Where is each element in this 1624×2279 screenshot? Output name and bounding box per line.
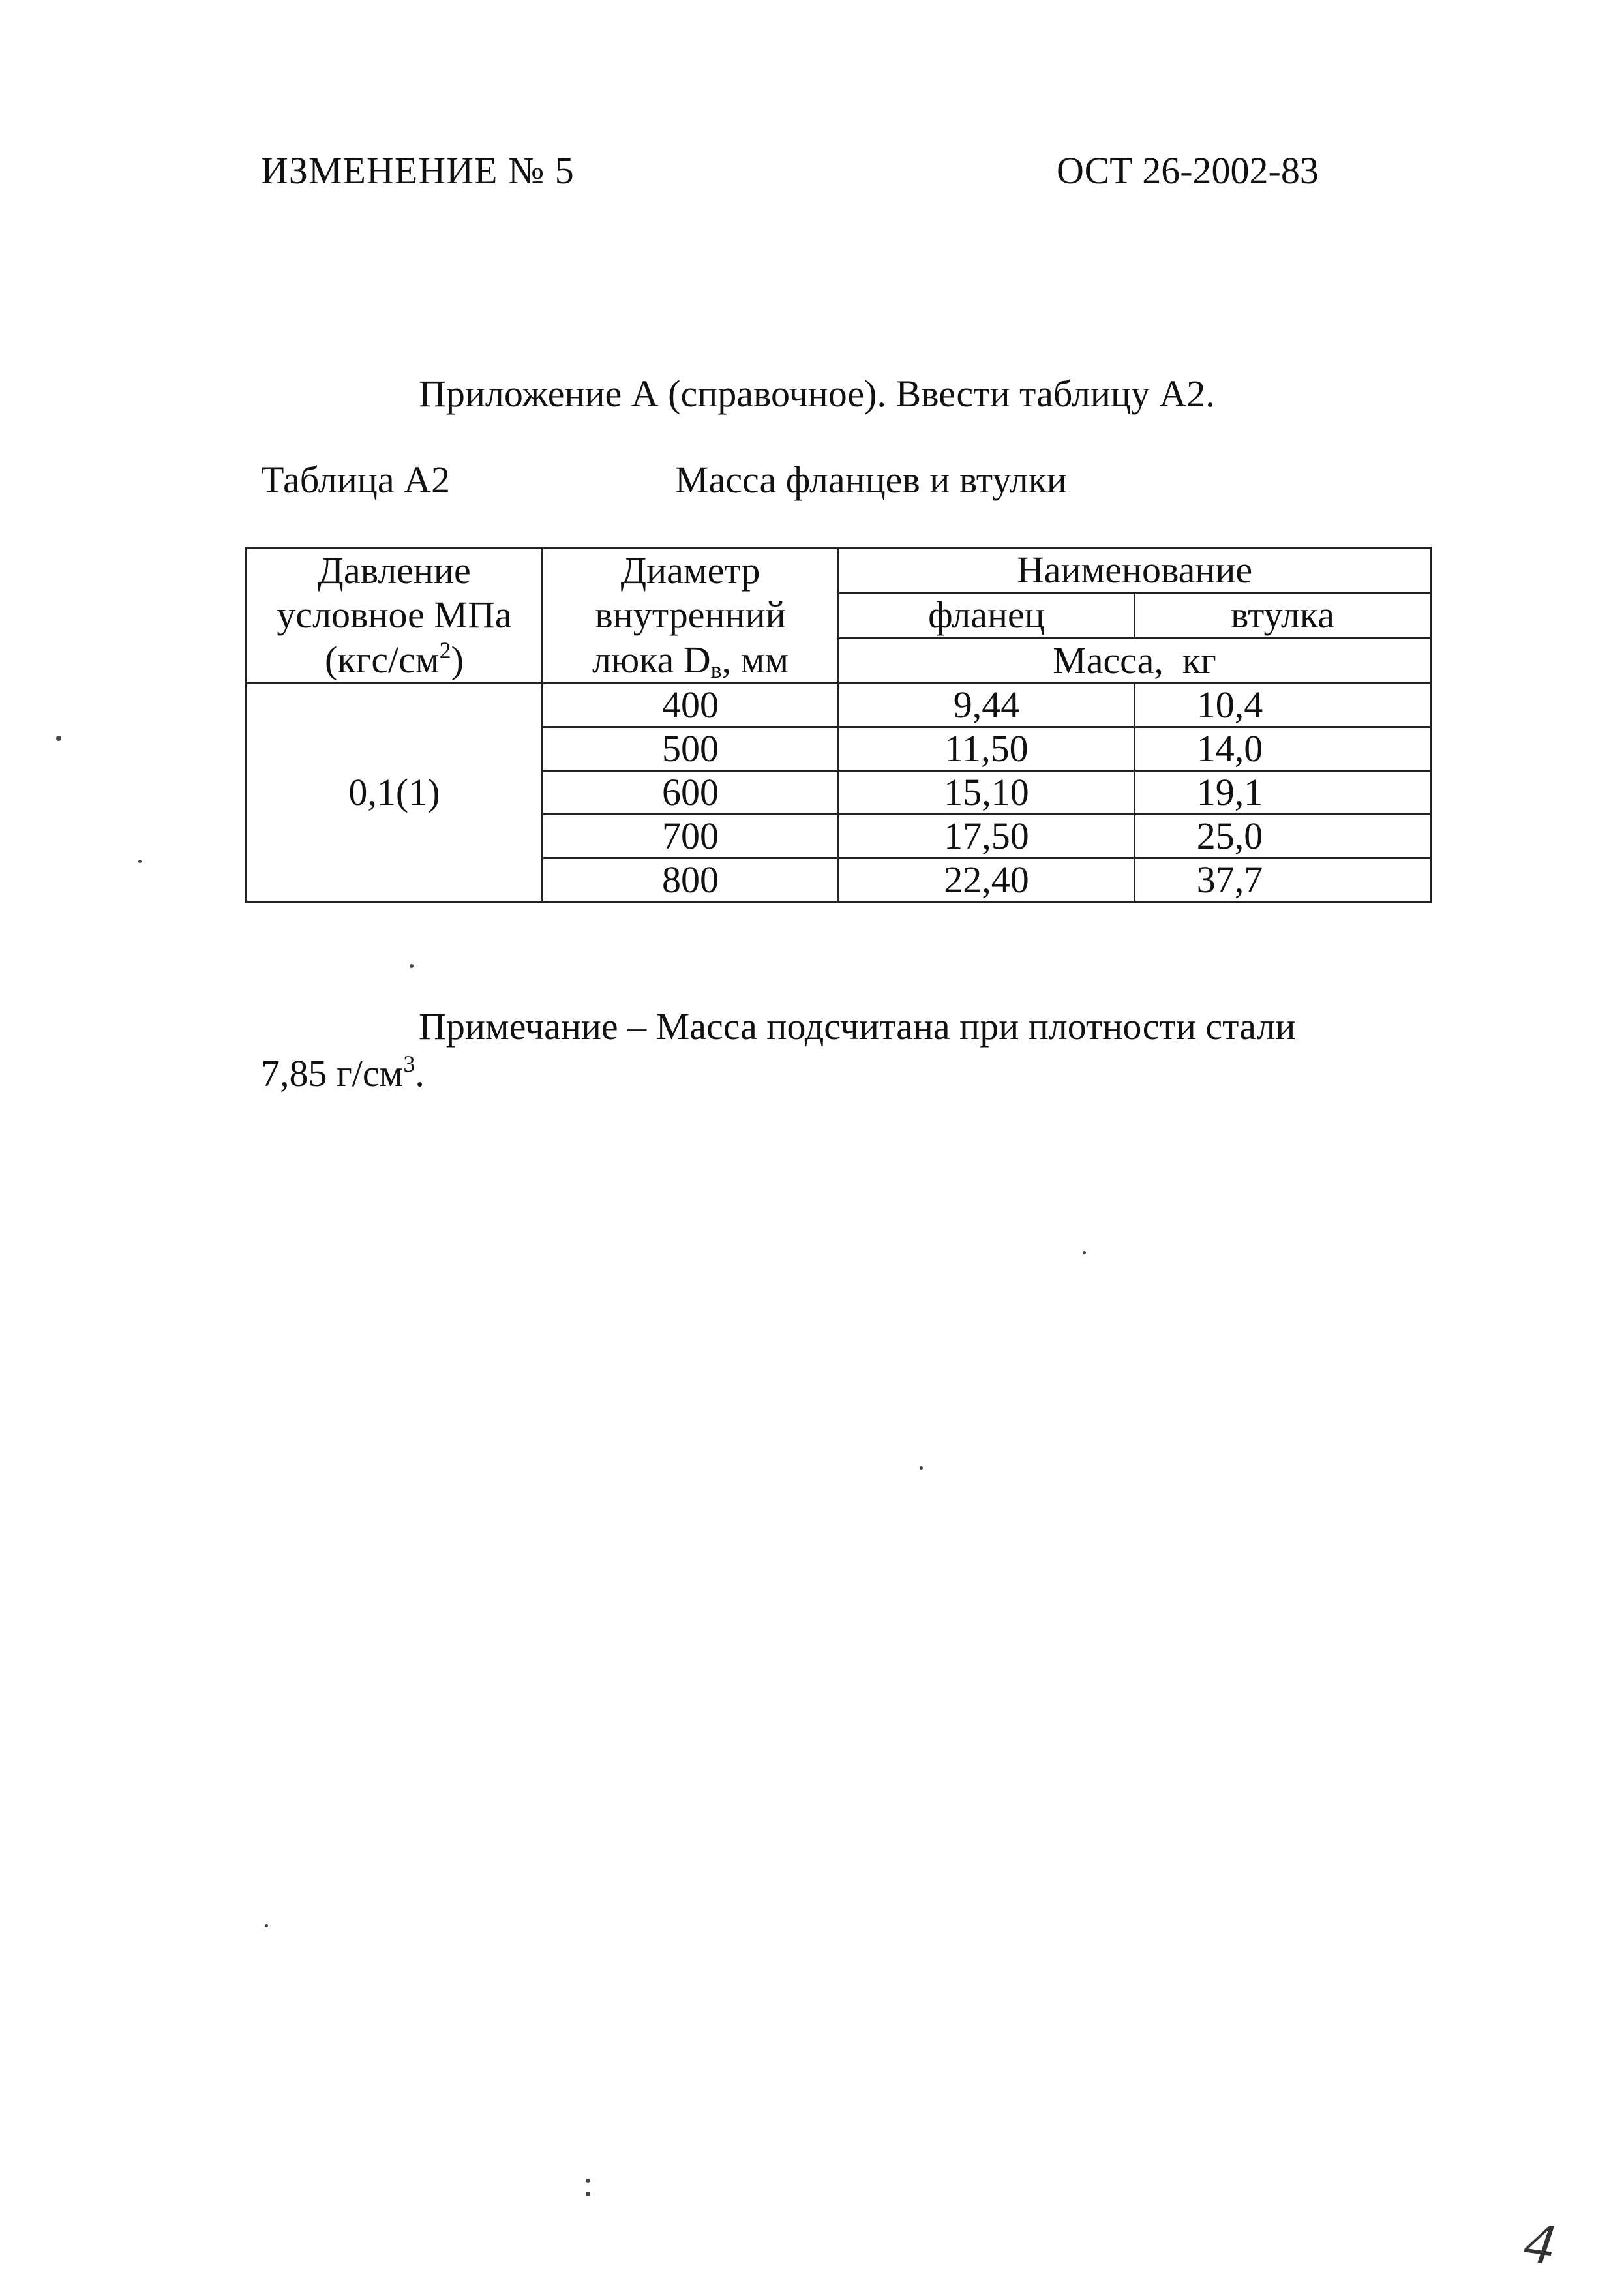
table-row (247, 684, 1431, 727)
diameter-cell: 700 (543, 815, 839, 858)
pressure-header-line2: условное МПа (277, 594, 512, 637)
flange-mass-cell: 11,50 (839, 727, 1135, 771)
sleeve-mass-cell: 14,0 (1135, 727, 1431, 771)
sleeve-header: втулка (1135, 593, 1431, 638)
diameter-header-line2: внутренний (595, 594, 786, 637)
mass-header: Масса, кг (839, 638, 1431, 683)
diameter-cell: 600 (543, 771, 839, 815)
pressure-header-line3: (кгс/см (325, 638, 440, 681)
diameter-cell: 800 (543, 858, 839, 902)
note-density-superscript: 3 (403, 1051, 415, 1077)
sleeve-mass-cell: 37,7 (1135, 858, 1431, 902)
note-density-value: 7,85 г/см (261, 1052, 404, 1094)
diameter-unit: , мм (721, 638, 789, 681)
note-line2 (261, 1051, 425, 1095)
diameter-header (543, 548, 839, 684)
flange-mass-cell: 9,44 (839, 684, 1135, 727)
scan-speck (410, 964, 414, 968)
flange-header: фланец (839, 593, 1135, 638)
appendix-instruction: Приложение А (справочное). Ввести таблицу А2. (419, 372, 1215, 415)
sleeve-mass-cell: 25,0 (1135, 815, 1431, 858)
scan-speck (586, 2179, 590, 2183)
sleeve-mass-cell: 10,4 (1135, 684, 1431, 727)
scan-speck (586, 2192, 590, 2196)
handwritten-page-number: 4 (1520, 2209, 1559, 2278)
pressure-unit-superscript: 2 (439, 637, 451, 663)
pressure-header-line1: Давление (318, 549, 471, 592)
pressure-header (247, 548, 543, 684)
diameter-subscript: в (710, 656, 722, 683)
mass-table (245, 547, 1432, 903)
note-line1: Примечание – Масса подсчитана при плотности стали (419, 1005, 1296, 1048)
scan-speck (920, 1466, 923, 1470)
diameter-header-line3: люка D (592, 638, 711, 681)
diameter-header-line1: Диаметр (620, 549, 760, 592)
flange-mass-cell: 22,40 (839, 858, 1135, 902)
change-number: ИЗМЕНЕНИЕ № 5 (261, 149, 575, 192)
diameter-cell: 500 (543, 727, 839, 771)
note-period: . (415, 1052, 425, 1094)
scan-speck (56, 736, 61, 741)
scan-speck (138, 860, 142, 863)
scan-speck (265, 1924, 268, 1927)
name-header: Наименование (839, 548, 1431, 593)
flange-mass-cell: 17,50 (839, 815, 1135, 858)
standard-code: ОСТ 26-2002-83 (1057, 149, 1319, 192)
scan-speck (1083, 1251, 1086, 1254)
pressure-value: 0,1(1) (247, 684, 543, 902)
sleeve-mass-cell: 19,1 (1135, 771, 1431, 815)
table-caption: Таблица А2 (261, 459, 450, 501)
flange-mass-cell: 15,10 (839, 771, 1135, 815)
pressure-header-close: ) (451, 638, 464, 681)
diameter-cell: 400 (543, 684, 839, 727)
table-title: Масса фланцев и втулки (675, 459, 1067, 501)
